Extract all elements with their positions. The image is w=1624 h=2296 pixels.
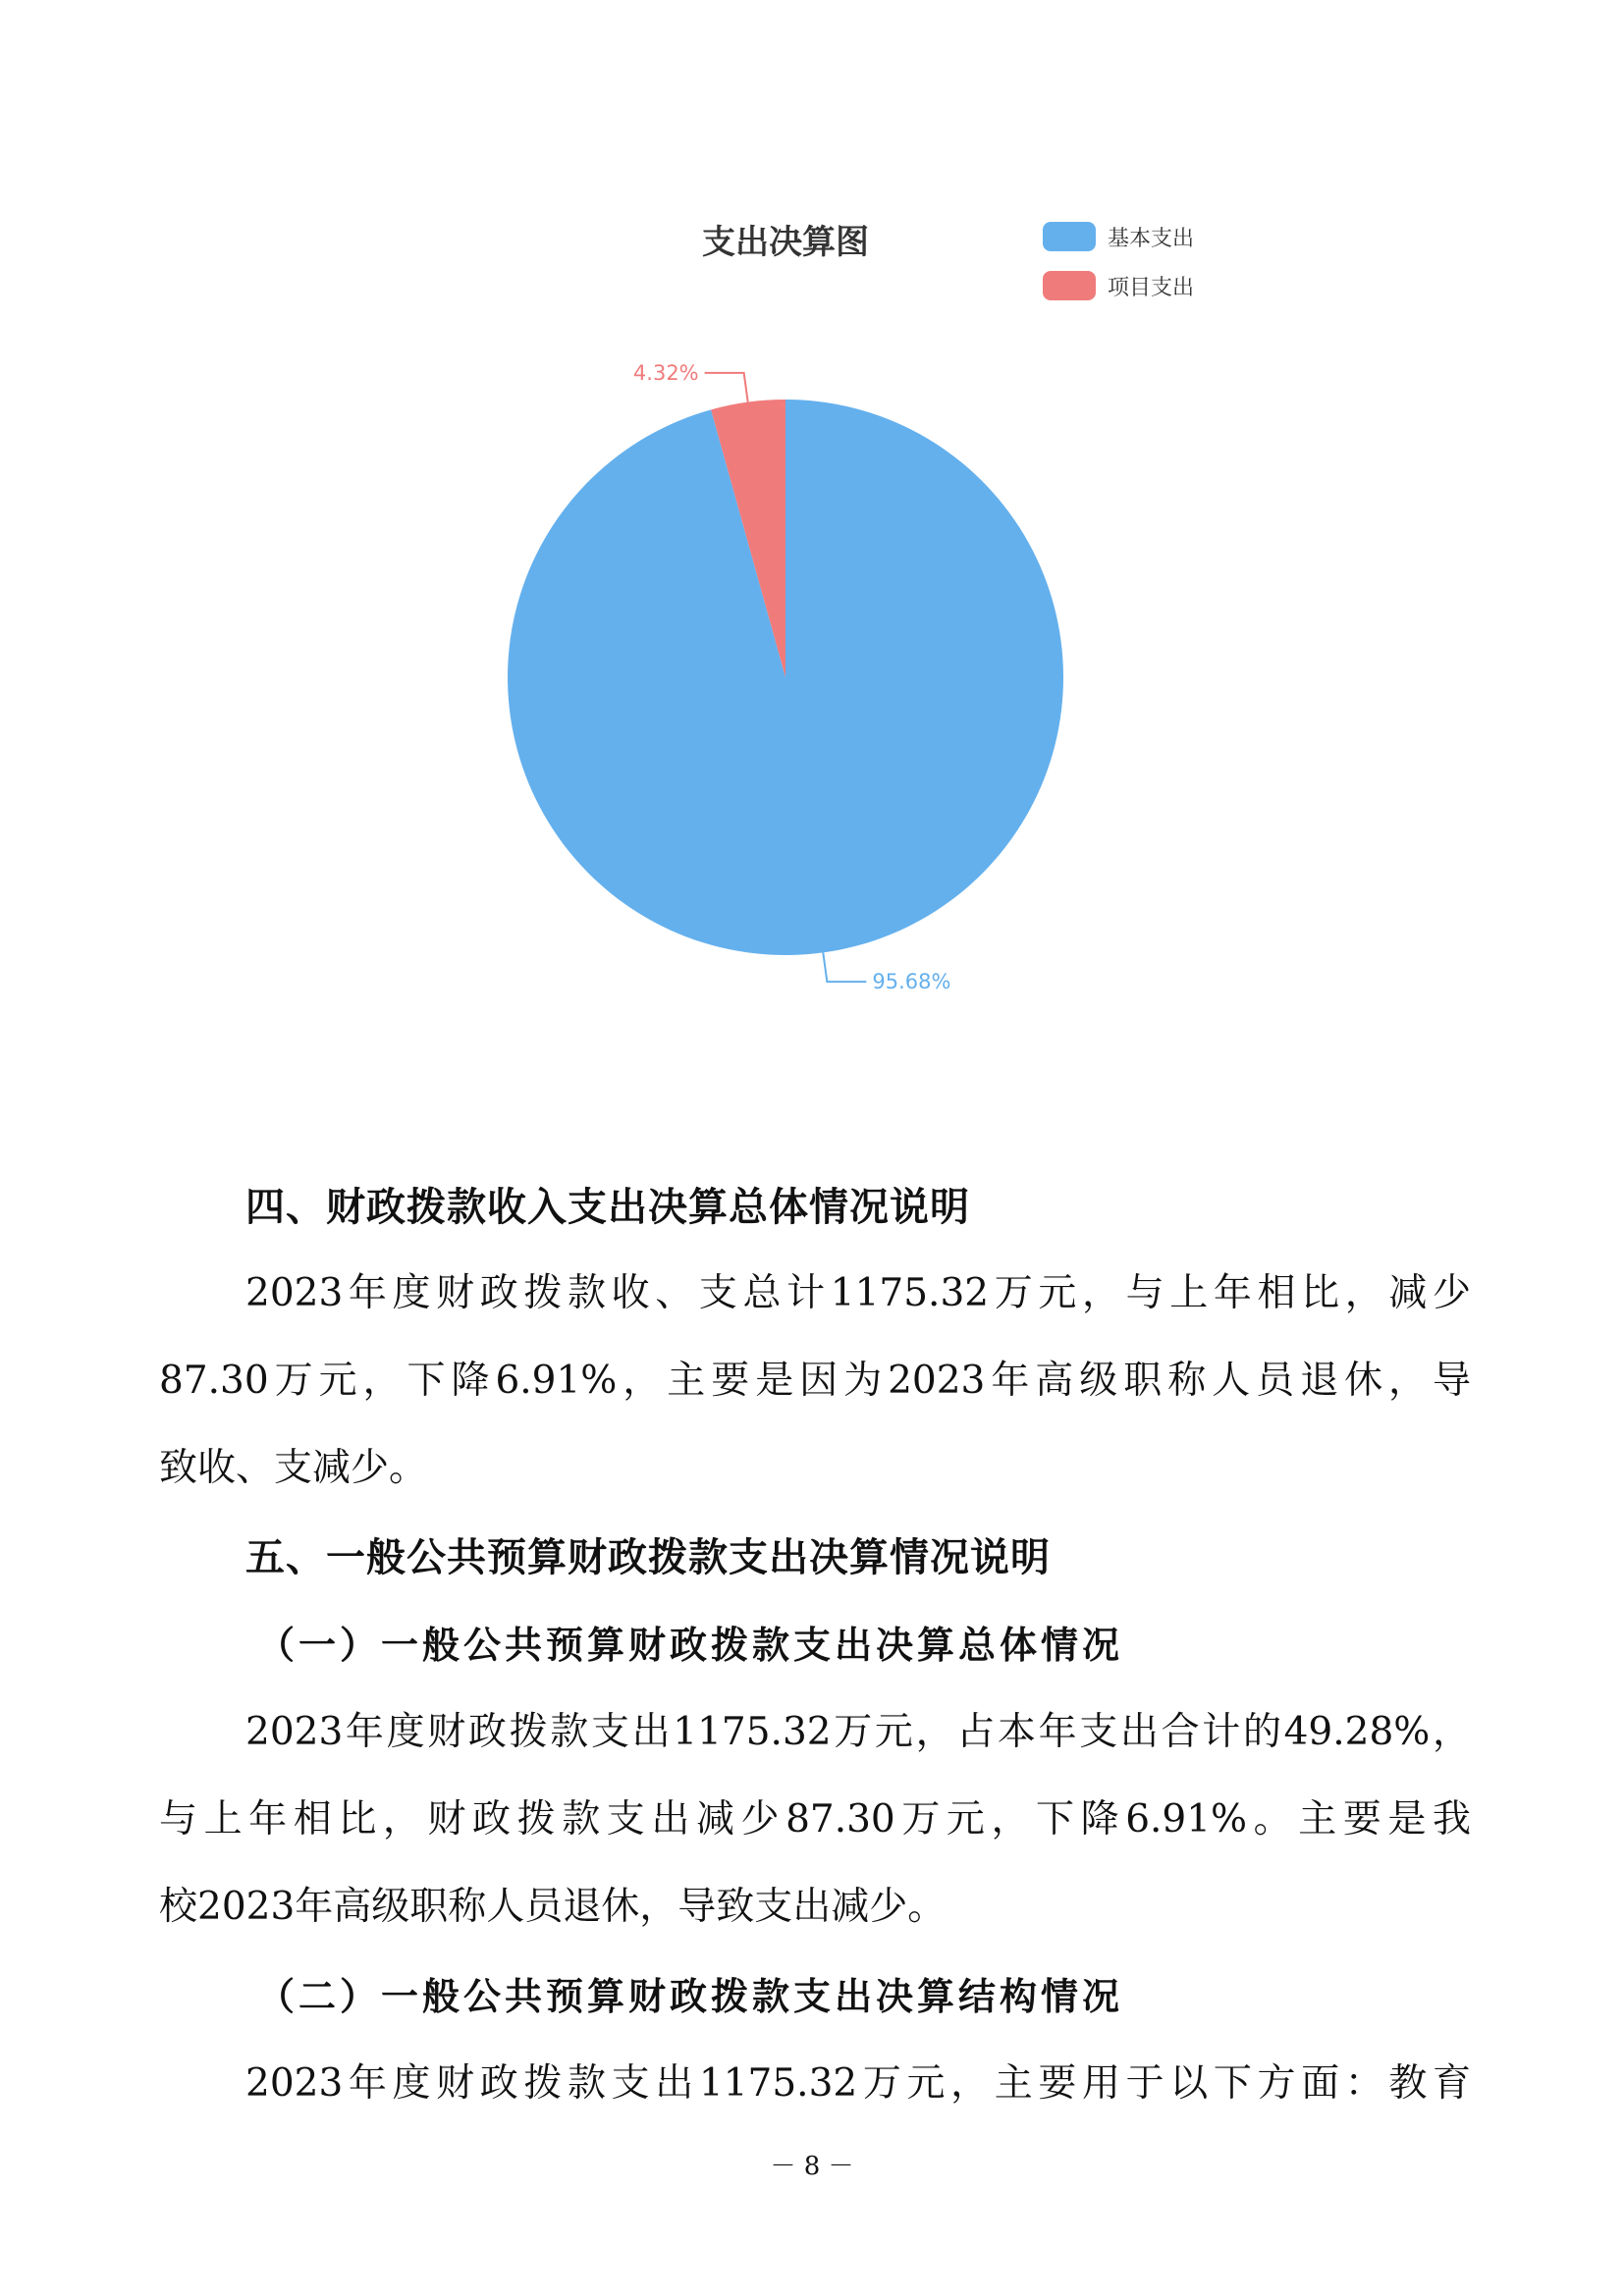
section-5-sub-1-line-3: 校2023年高级职称人员退休，导致支出减少。 [159,1885,947,1929]
pie-chart-svg [0,0,1624,1041]
data-label-2: 4.32% [632,360,699,385]
pie-slices [508,400,1063,955]
section-4-line-2: 87.30万元，下降6.91%，主要是因为2023年高级职称人员退休，导 [159,1359,1471,1403]
section-5-sub-1-heading: （一）一般公共预算财政拨款支出决算总体情况 [257,1623,1124,1667]
section-4-heading: 四、财政拨款收入支出决算总体情况说明 [245,1185,970,1230]
section-4-line-3: 致收、支减少。 [159,1446,428,1490]
label-line-1 [823,952,866,982]
page-number: － 8 － [770,2152,854,2181]
legend-swatch-2 [1043,271,1096,300]
chart-legend [1043,222,1194,300]
section-4-line-1: 2023年度财政拨款收、支总计1175.32万元，与上年相比，减少 [245,1271,1471,1315]
legend-label-2: 项目支出 [1108,276,1195,300]
pie-chart [0,0,1624,1041]
chart-title: 支出决算图 [702,223,869,262]
section-5-sub-1-line-2: 与上年相比，财政拨款支出减少87.30万元，下降6.91%。主要是我 [159,1797,1471,1842]
section-5-sub-1-line-1: 2023年度财政拨款支出1175.32万元，占本年支出合计的49.28%， [245,1710,1471,1754]
data-label-1: 95.68% [872,970,951,994]
section-5-sub-2-heading: （二）一般公共预算财政拨款支出决算结构情况 [257,1974,1124,2018]
legend-label-1: 基本支出 [1108,227,1195,251]
legend-swatch-1 [1043,222,1096,251]
label-line-2 [705,373,748,402]
section-5-sub-2-line-1: 2023年度财政拨款支出1175.32万元，主要用于以下方面：教育 [245,2061,1471,2106]
section-5-heading: 五、一般公共预算财政拨款支出决算情况说明 [245,1535,1051,1580]
